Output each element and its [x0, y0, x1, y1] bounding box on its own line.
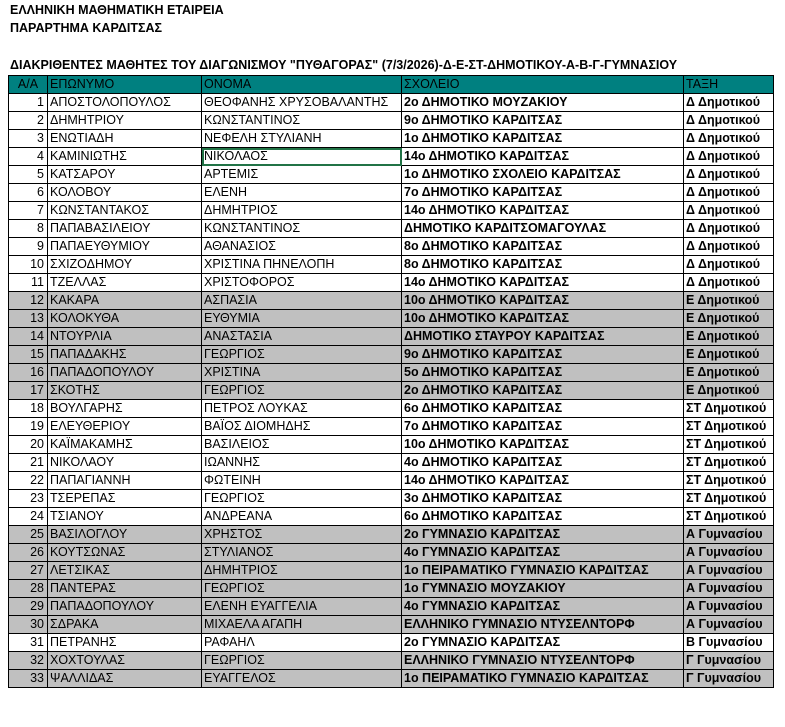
column-header-name[interactable]: ΟΝΟΜΑ: [202, 76, 402, 94]
cell-school[interactable]: ΔΗΜΟΤΙΚΟ ΣΤΑΥΡΟΥ ΚΑΡΔΙΤΣΑΣ: [402, 328, 684, 346]
students-table: [8, 75, 774, 688]
cell-school[interactable]: 9ο ΔΗΜΟΤΙΚΟ ΚΑΡΔΙΤΣΑΣ: [402, 346, 684, 364]
cell-school[interactable]: 1ο ΔΗΜΟΤΙΚΟ ΚΑΡΔΙΤΣΑΣ: [402, 130, 684, 148]
cell-surname[interactable]: ΨΑΛΛΙΔΑΣ: [48, 670, 202, 688]
cell-school[interactable]: 4ο ΓΥΜΝΑΣΙΟ ΚΑΡΔΙΤΣΑΣ: [402, 598, 684, 616]
cell-surname[interactable]: ΤΣΙΑΝΟΥ: [48, 508, 202, 526]
cell-class[interactable]: Δ Δημοτικού: [684, 256, 774, 274]
cell-number[interactable]: 13: [9, 310, 48, 328]
cell-name[interactable]: ΑΝΔΡΕΑΝΑ: [202, 508, 402, 526]
cell-surname[interactable]: ΚΟΛΟΚΥΘΑ: [48, 310, 202, 328]
cell-class[interactable]: Α Γυμνασίου: [684, 526, 774, 544]
cell-surname[interactable]: ΒΑΣΙΛΟΓΛΟΥ: [48, 526, 202, 544]
table-row: [9, 418, 774, 436]
cell-name[interactable]: ΓΕΩΡΓΙΟΣ: [202, 490, 402, 508]
cell-number[interactable]: 19: [9, 418, 48, 436]
cell-surname[interactable]: ΠΑΠΑΒΑΣΙΛΕΙΟΥ: [48, 220, 202, 238]
column-header-class[interactable]: ΤΑΞΗ: [684, 76, 774, 94]
cell-number[interactable]: 21: [9, 454, 48, 472]
cell-class[interactable]: Δ Δημοτικού: [684, 220, 774, 238]
cell-surname[interactable]: ΠΑΠΑΔΟΠΟΥΛΟΥ: [48, 598, 202, 616]
cell-name[interactable]: ΚΩΝΣΤΑΝΤΙΝΟΣ: [202, 220, 402, 238]
table-row: [9, 400, 774, 418]
cell-school[interactable]: 4ο ΓΥΜΝΑΣΙΟ ΚΑΡΔΙΤΣΑΣ: [402, 544, 684, 562]
table-row: [9, 274, 774, 292]
cell-surname[interactable]: ΚΩΝΣΤΑΝΤΑΚΟΣ: [48, 202, 202, 220]
cell-class[interactable]: Α Γυμνασίου: [684, 544, 774, 562]
cell-number[interactable]: 27: [9, 562, 48, 580]
cell-class[interactable]: Δ Δημοτικού: [684, 112, 774, 130]
table-row: [9, 490, 774, 508]
cell-class[interactable]: Α Γυμνασίου: [684, 562, 774, 580]
table-row: [9, 634, 774, 652]
cell-school[interactable]: 2ο ΓΥΜΝΑΣΙΟ ΚΑΡΔΙΤΣΑΣ: [402, 526, 684, 544]
table-row: [9, 598, 774, 616]
table-row: [9, 364, 774, 382]
cell-surname[interactable]: ΠΕΤΡΑΝΗΣ: [48, 634, 202, 652]
cell-class[interactable]: Δ Δημοτικού: [684, 274, 774, 292]
cell-number[interactable]: 20: [9, 436, 48, 454]
cell-class[interactable]: ΣΤ Δημοτικού: [684, 490, 774, 508]
cell-school[interactable]: ΔΗΜΟΤΙΚΟ ΚΑΡΔΙΤΣΟΜΑΓΟΥΛΑΣ: [402, 220, 684, 238]
table-row: [9, 580, 774, 598]
cell-name[interactable]: ΕΥΘΥΜΙΑ: [202, 310, 402, 328]
cell-surname[interactable]: ΤΖΕΛΛΑΣ: [48, 274, 202, 292]
cell-name[interactable]: ΔΗΜΗΤΡΙΟΣ: [202, 202, 402, 220]
table-row: [9, 328, 774, 346]
cell-name[interactable]: ΜΙΧΑΕΛΑ ΑΓΑΠΗ: [202, 616, 402, 634]
table-row: [9, 670, 774, 688]
cell-surname[interactable]: ΣΔΡΑΚΑ: [48, 616, 202, 634]
table-row: [9, 346, 774, 364]
cell-class[interactable]: ΣΤ Δημοτικού: [684, 400, 774, 418]
header-row: [9, 76, 774, 94]
cell-school[interactable]: 14ο ΔΗΜΟΤΙΚΟ ΚΑΡΔΙΤΣΑΣ: [402, 202, 684, 220]
cell-number[interactable]: 3: [9, 130, 48, 148]
cell-name[interactable]: ΚΩΝΣΤΑΝΤΙΝΟΣ: [202, 112, 402, 130]
cell-name[interactable]: ΓΕΩΡΓΙΟΣ: [202, 382, 402, 400]
cell-class[interactable]: ΣΤ Δημοτικού: [684, 472, 774, 490]
cell-class[interactable]: Γ Γυμνασίου: [684, 670, 774, 688]
table-row: [9, 202, 774, 220]
cell-school[interactable]: 10ο ΔΗΜΟΤΙΚΟ ΚΑΡΔΙΤΣΑΣ: [402, 310, 684, 328]
cell-school[interactable]: 9ο ΔΗΜΟΤΙΚΟ ΚΑΡΔΙΤΣΑΣ: [402, 112, 684, 130]
cell-name[interactable]: ΣΤΥΛΙΑΝΟΣ: [202, 544, 402, 562]
cell-class[interactable]: Δ Δημοτικού: [684, 202, 774, 220]
cell-surname[interactable]: ΤΣΕΡΕΠΑΣ: [48, 490, 202, 508]
cell-class[interactable]: Β Γυμνασίου: [684, 634, 774, 652]
cell-name[interactable]: ΑΣΠΑΣΙΑ: [202, 292, 402, 310]
cell-school[interactable]: ΕΛΛΗΝΙΚΟ ΓΥΜΝΑΣΙΟ ΝΤΥΣΕΛΝΤΟΡΦ: [402, 616, 684, 634]
cell-name[interactable]: ΓΕΩΡΓΙΟΣ: [202, 580, 402, 598]
cell-school[interactable]: 6ο ΔΗΜΟΤΙΚΟ ΚΑΡΔΙΤΣΑΣ: [402, 508, 684, 526]
cell-number[interactable]: 18: [9, 400, 48, 418]
table-row: [9, 616, 774, 634]
cell-class[interactable]: Ε Δημοτικού: [684, 310, 774, 328]
cell-class[interactable]: Ε Δημοτικού: [684, 346, 774, 364]
table-row: [9, 238, 774, 256]
cell-name[interactable]: ΧΡΙΣΤΟΦΟΡΟΣ: [202, 274, 402, 292]
cell-surname[interactable]: ΠΑΠΑΓΙΑΝΝΗ: [48, 472, 202, 490]
table-row: [9, 184, 774, 202]
cell-name[interactable]: ΓΕΩΡΓΙΟΣ: [202, 652, 402, 670]
cell-school[interactable]: 10ο ΔΗΜΟΤΙΚΟ ΚΑΡΔΙΤΣΑΣ: [402, 292, 684, 310]
cell-name[interactable]: ΧΡΗΣΤΟΣ: [202, 526, 402, 544]
cell-number[interactable]: 25: [9, 526, 48, 544]
cell-surname[interactable]: ΚΑΚΑΡΑ: [48, 292, 202, 310]
cell-school[interactable]: 2ο ΔΗΜΟΤΙΚΟ ΚΑΡΔΙΤΣΑΣ: [402, 382, 684, 400]
cell-school[interactable]: 14ο ΔΗΜΟΤΙΚΟ ΚΑΡΔΙΤΣΑΣ: [402, 472, 684, 490]
cell-number[interactable]: 26: [9, 544, 48, 562]
cell-class[interactable]: Γ Γυμνασίου: [684, 652, 774, 670]
table-row: [9, 112, 774, 130]
org-title: ΕΛΛΗΝΙΚΗ ΜΑΘΗΜΑΤΙΚΗ ΕΤΑΙΡΕΙΑ: [10, 3, 224, 17]
column-header-surname[interactable]: ΕΠΩΝΥΜΟ: [48, 76, 202, 94]
cell-name[interactable]: ΘΕΟΦΑΝΗΣ ΧΡΥΣΟΒΑΛΑΝΤΗΣ: [202, 94, 402, 112]
cell-name[interactable]: ΒΑΪΟΣ ΔΙΟΜΗΔΗΣ: [202, 418, 402, 436]
cell-school[interactable]: 1ο ΔΗΜΟΤΙΚΟ ΣΧΟΛΕΙΟ ΚΑΡΔΙΤΣΑΣ: [402, 166, 684, 184]
cell-surname[interactable]: ΚΑΤΣΑΡΟΥ: [48, 166, 202, 184]
cell-name[interactable]: ΕΥΑΓΓΕΛΟΣ: [202, 670, 402, 688]
cell-name[interactable]: ΧΡΙΣΤΙΝΑ: [202, 364, 402, 382]
table-row: [9, 130, 774, 148]
table-row: [9, 256, 774, 274]
cell-number[interactable]: 22: [9, 472, 48, 490]
cell-surname[interactable]: ΠΑΝΤΕΡΑΣ: [48, 580, 202, 598]
table-row: [9, 526, 774, 544]
cell-school[interactable]: 14ο ΔΗΜΟΤΙΚΟ ΚΑΡΔΙΤΣΑΣ: [402, 148, 684, 166]
cell-surname[interactable]: ΚΟΛΟΒΟΥ: [48, 184, 202, 202]
cell-class[interactable]: Α Γυμνασίου: [684, 598, 774, 616]
branch-title: ΠΑΡΑΡΤΗΜΑ ΚΑΡΔΙΤΣΑΣ: [10, 21, 162, 35]
cell-surname[interactable]: ΑΠΟΣΤΟΛΟΠΟΥΛΟΣ: [48, 94, 202, 112]
cell-school[interactable]: 10ο ΔΗΜΟΤΙΚΟ ΚΑΡΔΙΤΣΑΣ: [402, 436, 684, 454]
cell-class[interactable]: Ε Δημοτικού: [684, 328, 774, 346]
cell-number[interactable]: 24: [9, 508, 48, 526]
cell-class[interactable]: Δ Δημοτικού: [684, 94, 774, 112]
table-row: [9, 382, 774, 400]
cell-number[interactable]: 17: [9, 382, 48, 400]
cell-name[interactable]: ΑΡΤΕΜΙΣ: [202, 166, 402, 184]
cell-school[interactable]: ΕΛΛΗΝΙΚΟ ΓΥΜΝΑΣΙΟ ΝΤΥΣΕΛΝΤΟΡΦ: [402, 652, 684, 670]
cell-school[interactable]: 4ο ΔΗΜΟΤΙΚΟ ΚΑΡΔΙΤΣΑΣ: [402, 454, 684, 472]
cell-surname[interactable]: ΣΚΟΤΗΣ: [48, 382, 202, 400]
cell-number[interactable]: 8: [9, 220, 48, 238]
cell-school[interactable]: 1ο ΓΥΜΝΑΣΙΟ ΜΟΥΖΑΚΙΟΥ: [402, 580, 684, 598]
cell-name[interactable]: ΔΗΜΗΤΡΙΟΣ: [202, 562, 402, 580]
cell-surname[interactable]: ΝΙΚΟΛΑΟΥ: [48, 454, 202, 472]
cell-surname[interactable]: ΧΟΧΤΟΥΛΑΣ: [48, 652, 202, 670]
cell-class[interactable]: Δ Δημοτικού: [684, 184, 774, 202]
cell-class[interactable]: ΣΤ Δημοτικού: [684, 436, 774, 454]
table-row: [9, 148, 774, 166]
cell-surname[interactable]: ΝΤΟΥΡΛΙΑ: [48, 328, 202, 346]
table-row: [9, 562, 774, 580]
cell-class[interactable]: Δ Δημοτικού: [684, 166, 774, 184]
cell-school[interactable]: 1ο ΠΕΙΡΑΜΑΤΙΚΟ ΓΥΜΝΑΣΙΟ ΚΑΡΔΙΤΣΑΣ: [402, 562, 684, 580]
cell-school[interactable]: 5ο ΔΗΜΟΤΙΚΟ ΚΑΡΔΙΤΣΑΣ: [402, 364, 684, 382]
cell-class[interactable]: Ε Δημοτικού: [684, 292, 774, 310]
cell-school[interactable]: 8ο ΔΗΜΟΤΙΚΟ ΚΑΡΔΙΤΣΑΣ: [402, 256, 684, 274]
table-row: [9, 436, 774, 454]
cell-class[interactable]: ΣΤ Δημοτικού: [684, 418, 774, 436]
cell-name[interactable]: ΧΡΙΣΤΙΝΑ ΠΗΝΕΛΟΠΗ: [202, 256, 402, 274]
cell-class[interactable]: Ε Δημοτικού: [684, 382, 774, 400]
cell-school[interactable]: 2ο ΔΗΜΟΤΙΚΟ ΜΟΥΖΑΚΙΟΥ: [402, 94, 684, 112]
cell-name[interactable]: ΝΕΦΕΛΗ ΣΤΥΛΙΑΝΗ: [202, 130, 402, 148]
cell-name[interactable]: ΑΝΑΣΤΑΣΙΑ: [202, 328, 402, 346]
table-row: [9, 310, 774, 328]
table-row: [9, 454, 774, 472]
cell-name[interactable]: ΠΕΤΡΟΣ ΛΟΥΚΑΣ: [202, 400, 402, 418]
cell-number[interactable]: 2: [9, 112, 48, 130]
cell-surname[interactable]: ΚΑΪΜΑΚΑΜΗΣ: [48, 436, 202, 454]
column-header-number[interactable]: Α/Α: [9, 76, 48, 94]
cell-number[interactable]: 5: [9, 166, 48, 184]
cell-number[interactable]: 7: [9, 202, 48, 220]
cell-school[interactable]: 7ο ΔΗΜΟΤΙΚΟ ΚΑΡΔΙΤΣΑΣ: [402, 418, 684, 436]
table-row: [9, 292, 774, 310]
cell-number[interactable]: 28: [9, 580, 48, 598]
cell-school[interactable]: 7ο ΔΗΜΟΤΙΚΟ ΚΑΡΔΙΤΣΑΣ: [402, 184, 684, 202]
cell-school[interactable]: 2ο ΓΥΜΝΑΣΙΟ ΚΑΡΔΙΤΣΑΣ: [402, 634, 684, 652]
cell-class[interactable]: Ε Δημοτικού: [684, 364, 774, 382]
cell-number[interactable]: 4: [9, 148, 48, 166]
list-title: ΔΙΑΚΡΙΘΕΝΤΕΣ ΜΑΘΗΤΕΣ ΤΟΥ ΔΙΑΓΩΝΙΣΜΟΥ "ΠΥΘΑΓΟΡΑΣ" (7/3/2026)-Δ-Ε-ΣΤ-ΔΗΜΟΤΙΚΟΥ-Α-Β-Γ-ΓΥΜΝΑΣΙΟΥ: [10, 58, 678, 72]
cell-surname[interactable]: ΠΑΠΑΕΥΘΥΜΙΟΥ: [48, 238, 202, 256]
cell-number[interactable]: 16: [9, 364, 48, 382]
cell-number[interactable]: 30: [9, 616, 48, 634]
cell-surname[interactable]: ΒΟΥΛΓΑΡΗΣ: [48, 400, 202, 418]
cell-number[interactable]: 33: [9, 670, 48, 688]
cell-name[interactable]: ΕΛΕΝΗ ΕΥΑΓΓΕΛΙΑ: [202, 598, 402, 616]
cell-name[interactable]: ΑΘΑΝΑΣΙΟΣ: [202, 238, 402, 256]
cell-surname[interactable]: ΣΧΙΖΟΔΗΜΟΥ: [48, 256, 202, 274]
cell-number[interactable]: 6: [9, 184, 48, 202]
cell-number[interactable]: 31: [9, 634, 48, 652]
table-row: [9, 94, 774, 112]
cell-name-selected[interactable]: ΝΙΚΟΛΑΟΣ: [202, 148, 402, 166]
cell-name[interactable]: ΓΕΩΡΓΙΟΣ: [202, 346, 402, 364]
cell-surname[interactable]: ΕΝΩΤΙΑΔΗ: [48, 130, 202, 148]
table-row: [9, 472, 774, 490]
cell-name[interactable]: ΡΑΦΑΗΛ: [202, 634, 402, 652]
cell-number[interactable]: 14: [9, 328, 48, 346]
cell-surname[interactable]: ΠΑΠΑΔΟΠΟΥΛΟΥ: [48, 364, 202, 382]
cell-surname[interactable]: ΚΟΥΤΣΩΝΑΣ: [48, 544, 202, 562]
table-row: [9, 544, 774, 562]
table-row: [9, 220, 774, 238]
cell-school[interactable]: 8ο ΔΗΜΟΤΙΚΟ ΚΑΡΔΙΤΣΑΣ: [402, 238, 684, 256]
cell-name[interactable]: ΕΛΕΝΗ: [202, 184, 402, 202]
cell-number[interactable]: 1: [9, 94, 48, 112]
cell-class[interactable]: Δ Δημοτικού: [684, 130, 774, 148]
table-row: [9, 508, 774, 526]
cell-surname[interactable]: ΛΕΤΣΙΚΑΣ: [48, 562, 202, 580]
cell-class[interactable]: ΣΤ Δημοτικού: [684, 508, 774, 526]
cell-number[interactable]: 10: [9, 256, 48, 274]
cell-number[interactable]: 15: [9, 346, 48, 364]
cell-school[interactable]: 1ο ΠΕΙΡΑΜΑΤΙΚΟ ΓΥΜΝΑΣΙΟ ΚΑΡΔΙΤΣΑΣ: [402, 670, 684, 688]
cell-name[interactable]: ΒΑΣΙΛΕΙΟΣ: [202, 436, 402, 454]
cell-number[interactable]: 23: [9, 490, 48, 508]
table-row: [9, 166, 774, 184]
cell-surname[interactable]: ΕΛΕΥΘΕΡΙΟΥ: [48, 418, 202, 436]
cell-number[interactable]: 32: [9, 652, 48, 670]
cell-school[interactable]: 3ο ΔΗΜΟΤΙΚΟ ΚΑΡΔΙΤΣΑΣ: [402, 490, 684, 508]
cell-number[interactable]: 9: [9, 238, 48, 256]
cell-number[interactable]: 29: [9, 598, 48, 616]
cell-school[interactable]: 6ο ΔΗΜΟΤΙΚΟ ΚΑΡΔΙΤΣΑΣ: [402, 400, 684, 418]
cell-class[interactable]: Α Γυμνασίου: [684, 616, 774, 634]
table-body: [9, 94, 774, 688]
cell-surname[interactable]: ΔΗΜΗΤΡΙΟΥ: [48, 112, 202, 130]
cell-surname[interactable]: ΠΑΠΑΔΑΚΗΣ: [48, 346, 202, 364]
cell-class[interactable]: Δ Δημοτικού: [684, 238, 774, 256]
cell-class[interactable]: ΣΤ Δημοτικού: [684, 454, 774, 472]
column-header-school[interactable]: ΣΧΟΛΕΙΟ: [402, 76, 684, 94]
cell-class[interactable]: Δ Δημοτικού: [684, 148, 774, 166]
cell-number[interactable]: 11: [9, 274, 48, 292]
table-row: [9, 652, 774, 670]
cell-name[interactable]: ΦΩΤΕΙΝΗ: [202, 472, 402, 490]
cell-number[interactable]: 12: [9, 292, 48, 310]
cell-class[interactable]: Α Γυμνασίου: [684, 580, 774, 598]
cell-name[interactable]: ΙΩΑΝΝΗΣ: [202, 454, 402, 472]
cell-surname[interactable]: ΚΑΜΙΝΙΩΤΗΣ: [48, 148, 202, 166]
cell-school[interactable]: 14ο ΔΗΜΟΤΙΚΟ ΚΑΡΔΙΤΣΑΣ: [402, 274, 684, 292]
